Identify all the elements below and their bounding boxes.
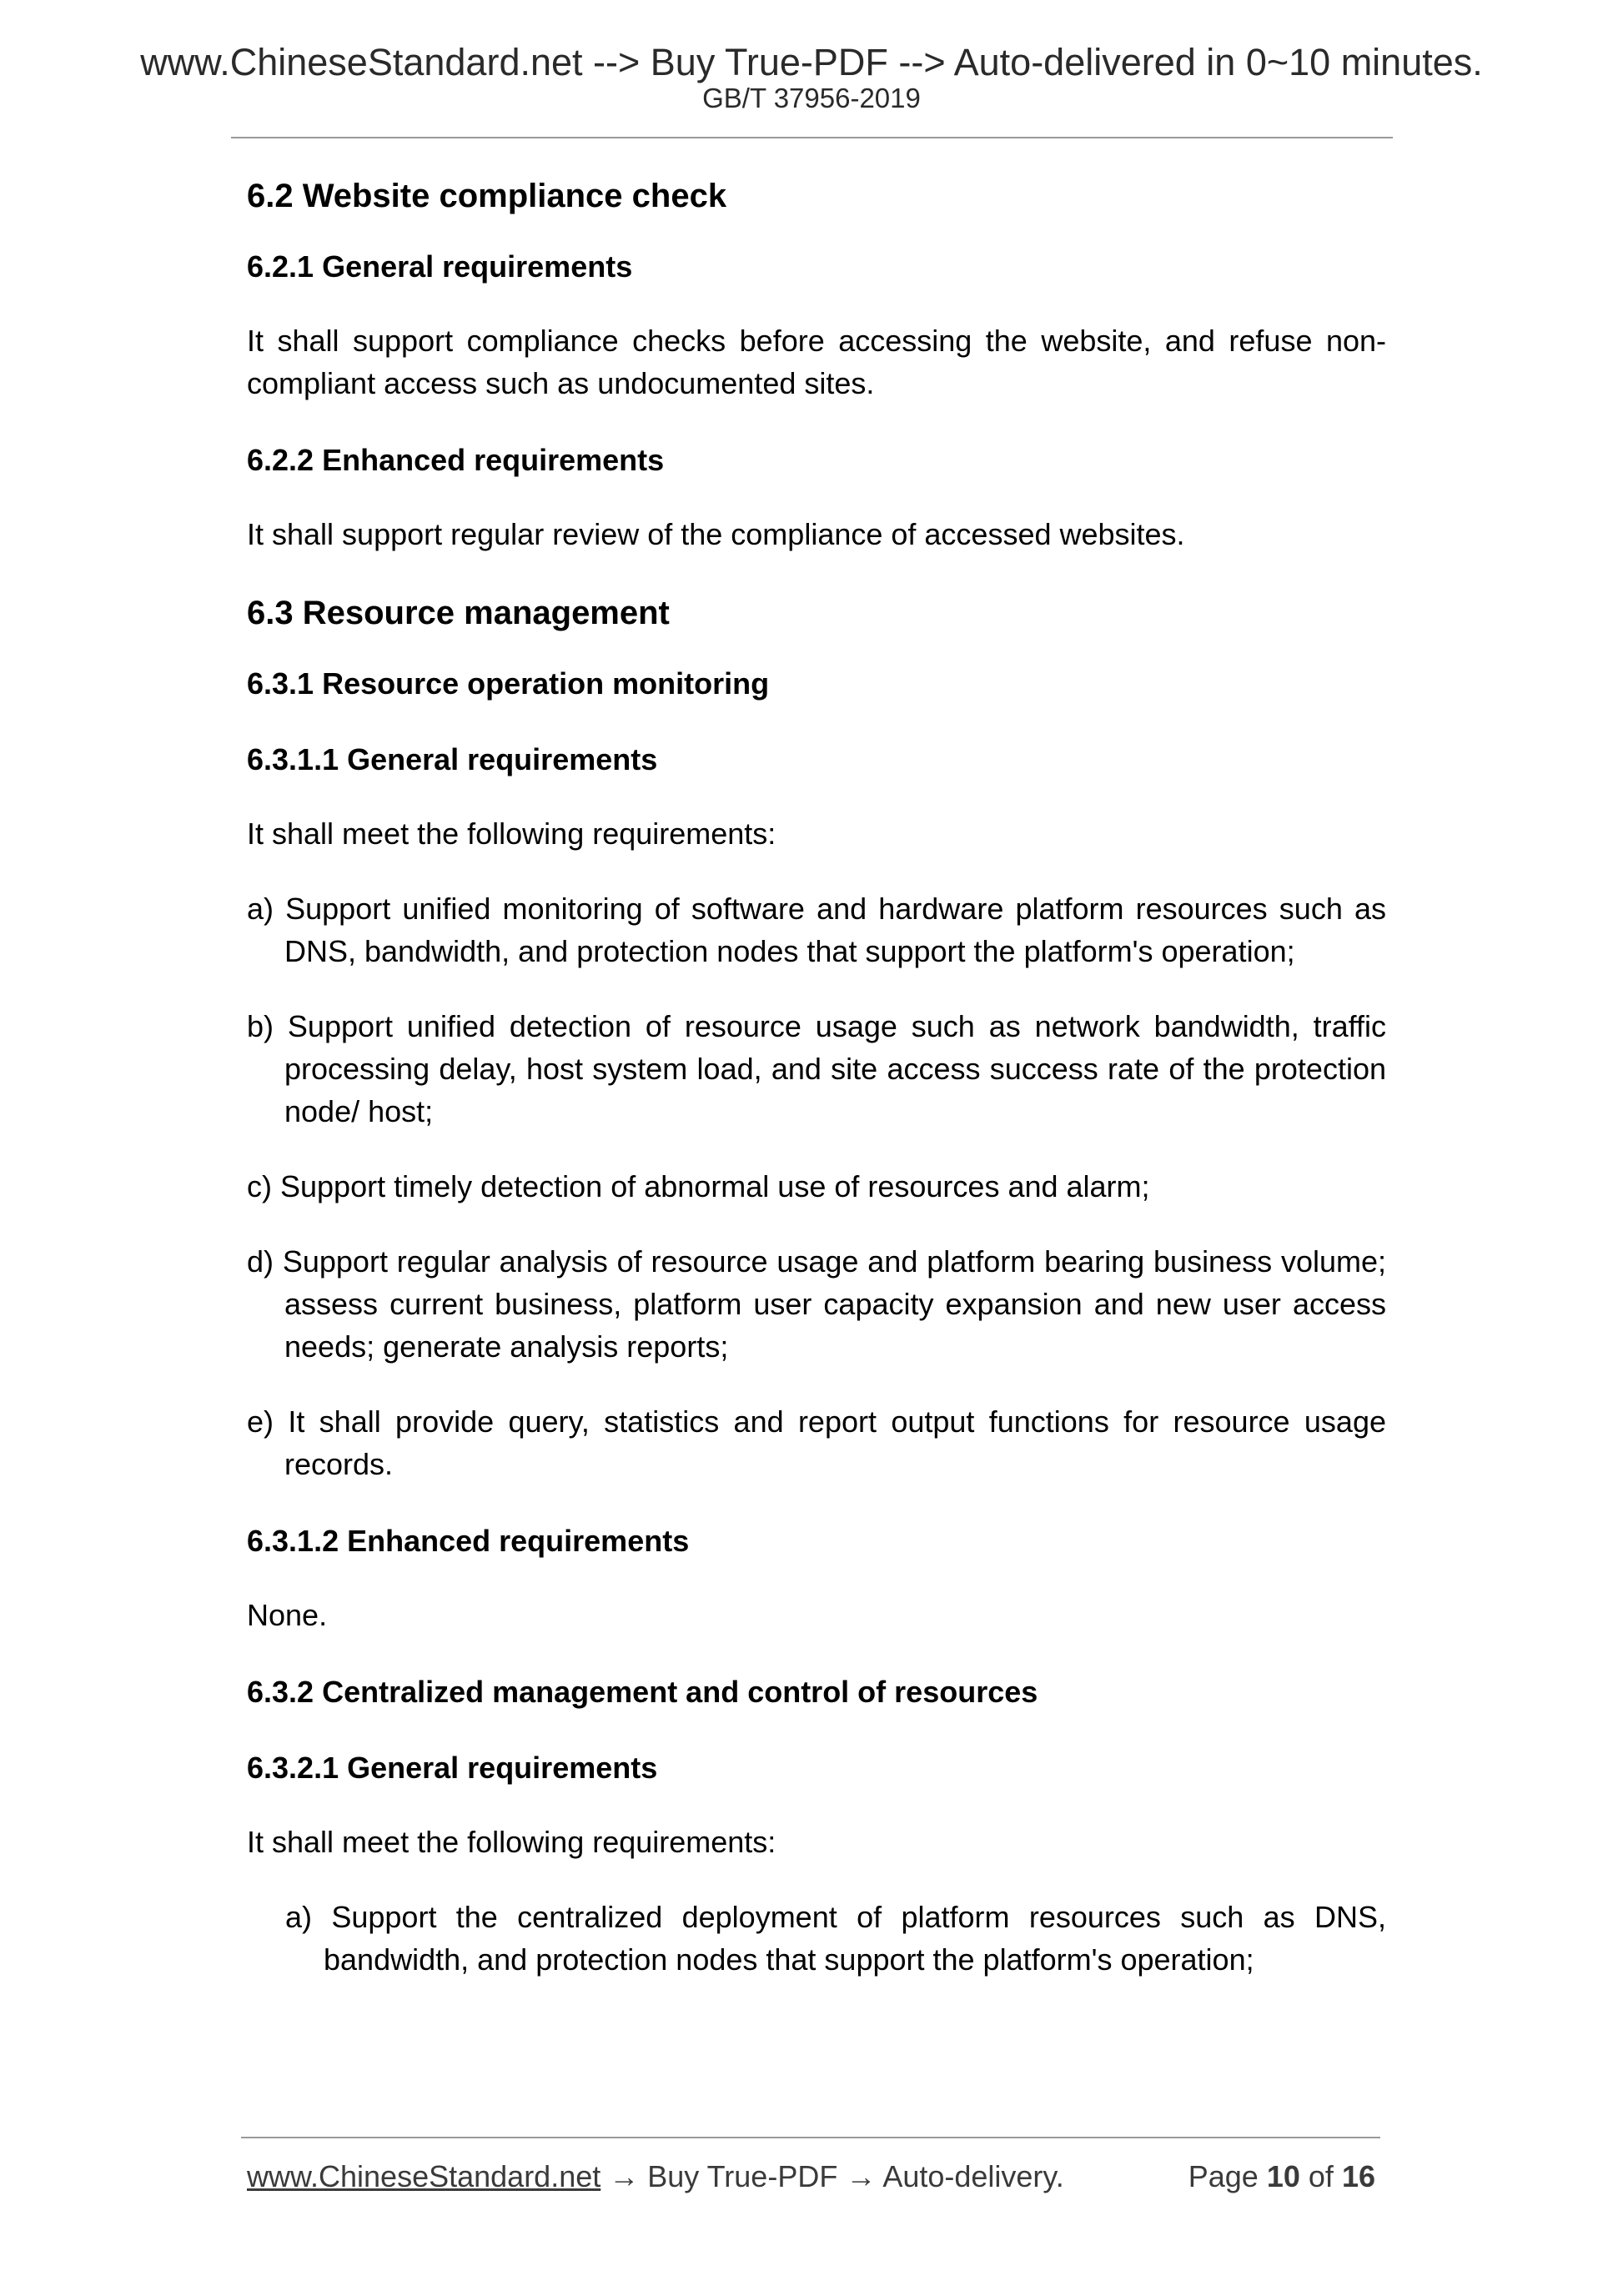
list-item-b: b) Support unified detection of resource usage such as network bandwidth, traffic processing delay, host system load, and site access success rate of the protection node/ host; — [247, 1009, 1386, 1128]
heading-6-3-2-1: 6.3.2.1 General requirements — [247, 1751, 658, 1785]
of-label: of — [1308, 2159, 1334, 2193]
list-item-d: d) Support regular analysis of resource usage and platform bearing business volume; assess current business, platform user capacity expansion and new user access needs; generate analysis reports; — [247, 1244, 1386, 1364]
paragraph-6-3-1-2: None. — [247, 1598, 328, 1632]
heading-6-3-1-2: 6.3.1.2 Enhanced requirements — [247, 1524, 690, 1558]
paragraph-6-3-2-1-intro: It shall meet the following requirements: — [247, 1825, 776, 1859]
page-label: Page — [1188, 2159, 1259, 2193]
document-body — [247, 171, 1386, 2013]
footer-left — [247, 2160, 1064, 2193]
page-indicator — [1188, 2160, 1375, 2193]
footer-tagline: → Buy True-PDF → Auto-delivery. — [600, 2159, 1064, 2193]
heading-6-3: 6.3 Resource management — [247, 595, 670, 631]
heading-6-3-1-1: 6.3.1.1 General requirements — [247, 742, 658, 776]
list-item-e: e) It shall provide query, statistics and report output functions for resource usage records. — [247, 1404, 1386, 1481]
document-code: GB/T 37956-2019 — [702, 83, 921, 113]
total-pages: 16 — [1341, 2159, 1375, 2193]
heading-6-2: 6.2 Website compliance check — [247, 178, 727, 214]
list-item-a: a) Support unified monitoring of software and hardware platform resources such as DNS, bandwidth, and protection nodes that support the platform's operation; — [247, 892, 1386, 968]
footer-divider — [241, 2137, 1380, 2138]
heading-6-3-1: 6.3.1 Resource operation monitoring — [247, 666, 770, 701]
heading-6-2-1: 6.2.1 General requirements — [247, 249, 633, 284]
paragraph-6-2-2: It shall support regular review of the compliance of accessed websites. — [247, 517, 1185, 551]
list-item-a-2: a) Support the centralized deployment of platform resources such as DNS, bandwidth, and protection nodes that support the platform's operation; — [285, 1900, 1386, 1977]
page-number: 10 — [1266, 2159, 1300, 2193]
footer-site-link[interactable]: www.ChineseStandard.net — [247, 2159, 601, 2193]
header-divider — [231, 137, 1393, 138]
heading-6-2-2: 6.2.2 Enhanced requirements — [247, 443, 665, 477]
site-banner: www.ChineseStandard.net --> Buy True-PDF --> Auto-delivered in 0~10 minutes. — [140, 41, 1483, 83]
paragraph-6-2-1: It shall support compliance checks before accessing the website, and refuse non-compliant access such as undocumented sites. — [247, 324, 1386, 400]
list-item-c: c) Support timely detection of abnormal use of resources and alarm; — [247, 1169, 1150, 1203]
paragraph-6-3-1-1-intro: It shall meet the following requirements: — [247, 816, 776, 851]
heading-6-3-2: 6.3.2 Centralized management and control of resources — [247, 1675, 1038, 1709]
